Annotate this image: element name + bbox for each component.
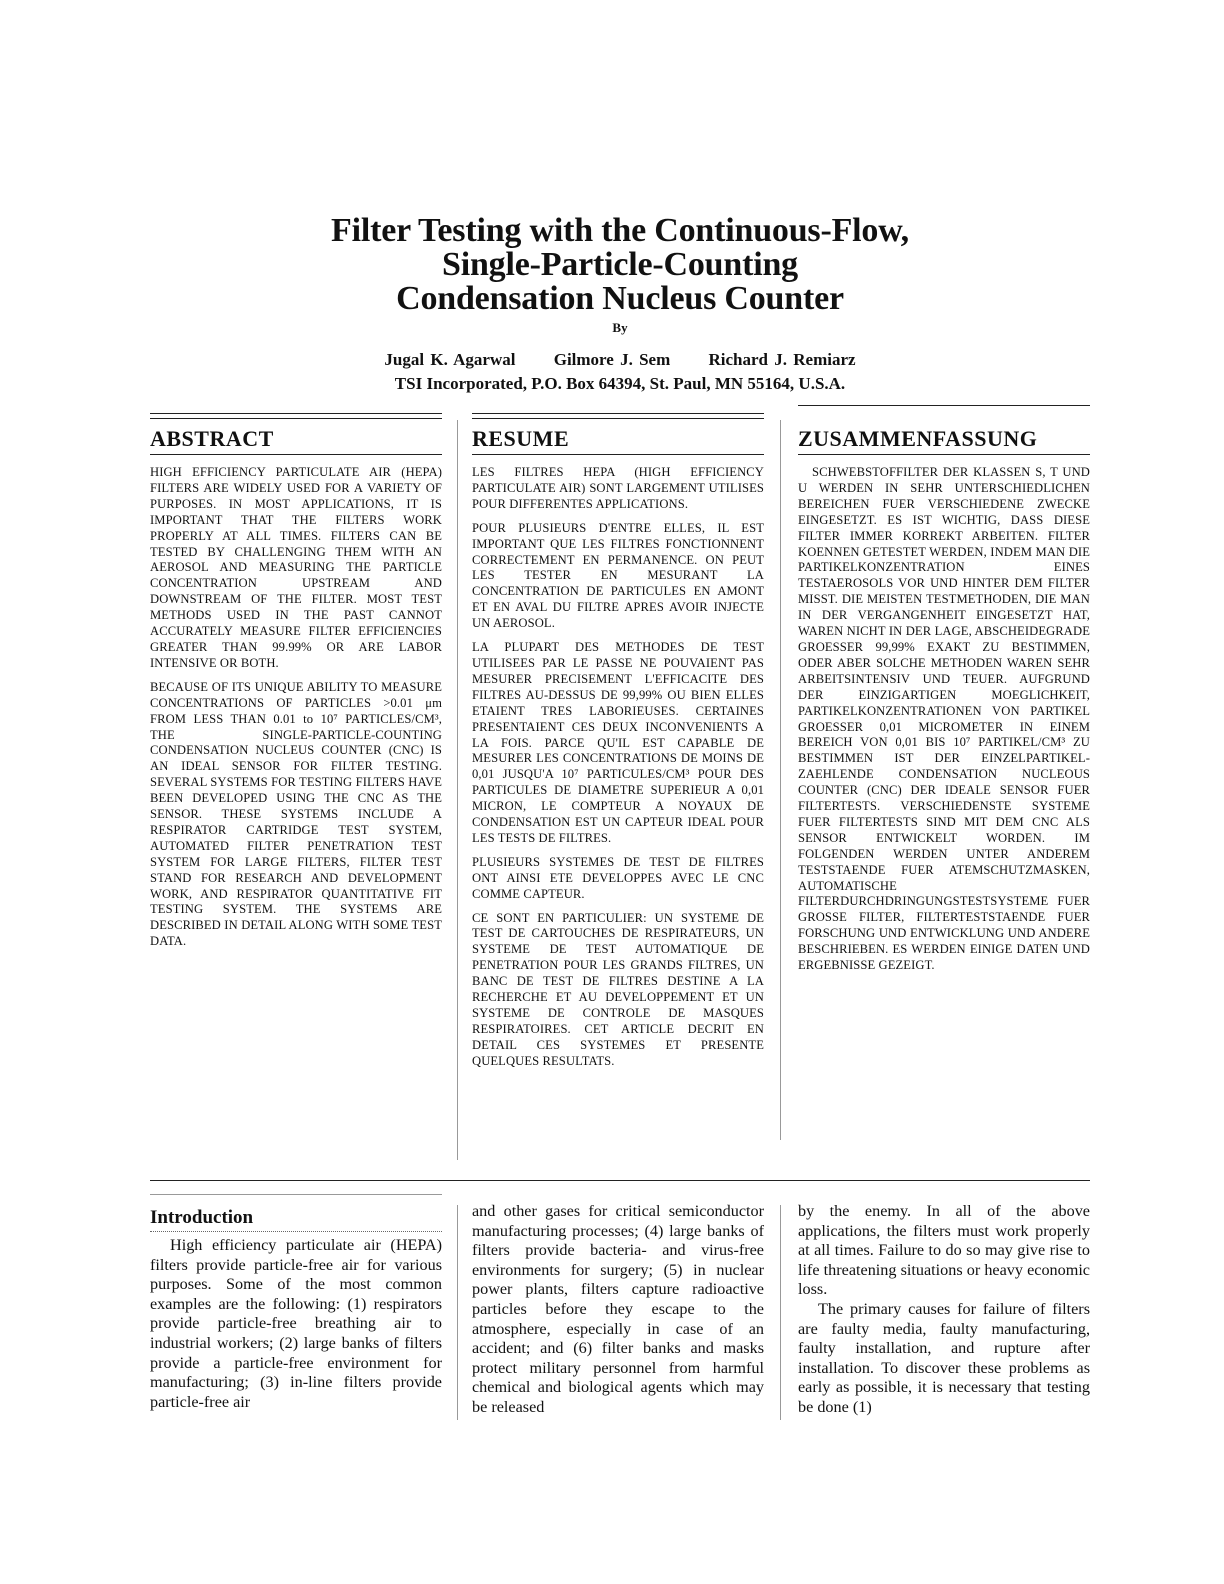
resume-paragraph-2: POUR PLUSIEURS D'ENTRE ELLES, IL EST IMPORTANT QUE LES FILTRES FONCTIONNENT CORRECTEMENT EN PERMANENCE. ON PEUT LES TESTER EN MESURANT LA CONCENTRATION DE PARTICULES EN AMONT ET EN AVAL DU FILTRE APRES AVOIR INJECTE UN AEROSOL. (472, 520, 764, 631)
author-3: Richard J. Remiarz (708, 350, 856, 369)
paper-title-line-3: Condensation Nucleus Counter (396, 280, 844, 317)
resume-paragraph-3: LA PLUPART DES METHODES DE TEST UTILISEES PAR LE PASSE NE POUVAIENT PAS MESURER PRECISEMENT L'EFFICACITE DES FILTRES AU-DESSUS DE 99,99% OU BIEN ELLES ETAIENT TRES LABORIEUSES. CERTAINES PRESENTAIENT CES DEUX INCONVENIENTS A LA FOIS. PARCE QU'IL EST CAPABLE DE MESURER LES CONCENTRATIONS DE MOINS DE 0,01 JUSQU'A 10⁷ PARTICULES/CM³ POUR DES PARTICULES DE DIAMETRE SUPERIEUR A 0,01 MICRON, LE COMPTEUR A NOYAUX DE CONDENSATION EST UN CAPTEUR IDEAL POUR LES TESTS DE FILTRES. (472, 640, 764, 845)
resume-paragraph-5: CE SONT EN PARTICULIER: UN SYSTEME DE TEST DE CARTOUCHES DE RESPIRATEURS, UN SYSTEME DE TEST AUTOMATIQUE DE PENETRATION POUR LES GRANDS FILTRES, UN BANC DE TEST DE FILTRES DESTINE A LA RECHERCHE ET AU DEVELOPPEMENT ET UN SYSTEME DE CONTROLE DE MASQUES RESPIRATOIRES. CET ARTICLE DECRIT EN DETAIL CES SYSTEMES ET PRESENTE QUELQUES RESULTATS. (472, 910, 764, 1068)
affiliation: TSI Incorporated, P.O. Box 64394, St. Paul, MN 55164, U.S.A. (394, 374, 846, 393)
title-block (150, 214, 1090, 394)
rule-resume-top (472, 413, 764, 419)
paper-title-line-2: Single-Particle-Counting (442, 246, 798, 283)
author-1: Jugal K. Agarwal (384, 350, 516, 369)
column-divider-1 (457, 420, 458, 1160)
introduction-paragraph-2: The primary causes for failure of filters are faulty media, faulty manufacturing, faulty installation, and rupture after installation. To discover these problems as early as possible, it is necessary that testing be done (1) (798, 1299, 1090, 1416)
paper-title-line-1: Filter Testing with the Continuous-Flow, (331, 212, 909, 249)
abstract-heading: ABSTRACT (150, 426, 442, 455)
introduction-paragraph-1: High efficiency particulate air (HEPA) filters provide particle-free air for various purposes. Some of the most common examples are the following: (1) respirators provide particle-free breathing air to industrial workers; (2) large banks of filters provide a particle-free environment for manufacturing; (3) in-line filters provide particle-free air (150, 1236, 442, 1411)
rule-introduction-top (150, 1180, 1090, 1181)
resume-paragraph-1: LES FILTRES HEPA (HIGH EFFICIENCY PARTICULATE AIR) SONT LARGEMENT UTILISES POUR DIFFERENTES APPLICATIONS. (472, 465, 764, 511)
author-list (150, 350, 1090, 370)
rule-introduction-sub (150, 1194, 442, 1195)
resume-paragraph-4: PLUSIEURS SYSTEMES DE TEST DE FILTRES ONT AINSI ETE DEVELOPPES AVEC LE CNC COMME CAPTEUR. (472, 854, 764, 901)
zusammenfassung-paragraph-1: SCHWEBSTOFFILTER DER KLASSEN S, T UND U WERDEN IN SEHR UNTERSCHIEDLICHEN BEREICHEN FUER VERSCHIEDENE ZWECKE EINGESETZT. ES IST WICHTIG, DASS DIESE FILTER IMMER KORREKT ARBEITEN. FILTER KOENNEN GETESTET WERDEN, INDEM MAN DIE PARTIKELKONZENTRATION EINES TESTAEROSOLS VOR UND HINTER DEM FILTER MISST. DIE MEISTEN TESTMETHODEN, DIE MAN IN DER VERGANGENHEIT EINGESETZT HAT, WAREN NICHT IN DER LAGE, ABSCHEIDEGRADE GROESSER 99,99% EXAKT ZU BESTIMMEN, ODER ABER SOLCHE METHODEN WAREN SEHR ARBEITSINTENSIV UND TEUER. AUFGRUND DER EINZIGARTIGEN MOEGLICHKEIT, PARTIKELKONZENTRATIONEN VON PARTIKEL GROESSER 0,01 MICROMETER IN EINEM BEREICH VON 0,01 BIS 10⁷ PARTIKEL/CM³ ZU BESTIMMEN IST DER EINZELPARTIKEL-ZAEHLENDE CONDENSATION NUCLEOUS COUNTER (CNC) DER IDEALE SENSOR FUER FILTERTESTS. VERSCHIEDENSTE SYSTEME FUER FILTERTESTS SIND MIT DEM CNC ALS SENSOR ENTWICKELT WORDEN. IM FOLGENDEN WERDEN UNTER ANDEREM TESTSTAENDE FUER ATEMSCHUTZMASKEN, AUTOMATISCHE FILTERDURCHDRINGUNGSTESTSYSTEME FUER GROSSE FILTER, FILTERTESTSTAENDE FUER FORSCHUNG UND ENTWICKLUNG UND ANDERE BESCHRIEBEN. ES WERDEN EINIGE DATEN UND ERGEBNISSE GEZEIGT. (798, 465, 1090, 973)
abstract-section (150, 426, 442, 958)
resume-heading: RESUME (472, 426, 764, 455)
zusammenfassung-section (798, 426, 1090, 982)
introduction-paragraph-1-end: by the enemy. In all of the above applications, the filters must work properly at all times. Failure to do so may give rise to life threatening situations or heavy economic loss. (798, 1202, 1090, 1299)
author-2: Gilmore J. Sem (553, 350, 671, 369)
zusammenfassung-heading: ZUSAMMENFASSUNG (798, 426, 1090, 455)
introduction-heading: Introduction (150, 1207, 442, 1232)
introduction-column-1 (150, 1207, 442, 1412)
resume-section (472, 426, 764, 1078)
abstract-paragraph-1: HIGH EFFICIENCY PARTICULATE AIR (HEPA) FILTERS ARE WIDELY USED FOR A VARIETY OF PURPOSES. IN MOST APPLICATIONS, IT IS IMPORTANT THAT THE FILTERS WORK PROPERLY AT ALL TIMES. FILTERS CAN BE TESTED BY CHALLENGING THEM WITH AN AEROSOL AND MEASURING THE PARTICLE CONCENTRATION UPSTREAM AND DOWNSTREAM OF THE FILTER. MOST TEST METHODS USED IN THE PAST CANNOT ACCURATELY MEASURE FILTER EFFICIENCIES GREATER THAN 99.99% OR ARE LABOR INTENSIVE OR BOTH. (150, 465, 442, 670)
body-column-divider-1 (457, 1205, 458, 1420)
abstract-paragraph-2: BECAUSE OF ITS UNIQUE ABILITY TO MEASURE CONCENTRATIONS OF PARTICLES >0.01 μm FROM LESS THAN 0.01 to 10⁷ PARTICLES/CM³, THE SINGLE-PARTICLE-COUNTING CONDENSATION NUCLEUS COUNTER (CNC) IS AN IDEAL SENSOR FOR FILTER TESTING. SEVERAL SYSTEMS FOR TESTING FILTERS HAVE BEEN DEVELOPED USING THE CNC AS THE SENSOR. THESE SYSTEMS INCLUDE A RESPIRATOR CARTRIDGE TEST SYSTEM, AUTOMATED FILTER PENETRATION TEST SYSTEM FOR LARGE FILTERS, FILTER TEST STAND FOR RESEARCH AND DEVELOPMENT WORK, AND RESPIRATOR QUANTITATIVE FIT TESTING SYSTEM. THE SYSTEMS ARE DESCRIBED IN DETAIL ALONG WITH SOME TEST DATA. (150, 679, 442, 949)
introduction-paragraph-1-cont: and other gases for critical semiconductor manufacturing processes; (4) large banks of filters provide bacteria- and virus-free environments for surgery; (5) in nuclear power plants, filters capture radioactive particles before they escape to the atmosphere, especially in case of an accident; and (6) filter banks and masks protect military personnel from harmful chemical and biological agents which may be released (472, 1202, 764, 1416)
rule-abstract-top (150, 413, 442, 419)
introduction-column-3 (798, 1202, 1090, 1418)
rule-zusammenfassung-top (798, 405, 1090, 406)
by-label: By (612, 320, 628, 335)
body-column-divider-2 (780, 1205, 781, 1420)
column-divider-2 (780, 420, 781, 1140)
introduction-column-2 (472, 1202, 764, 1418)
